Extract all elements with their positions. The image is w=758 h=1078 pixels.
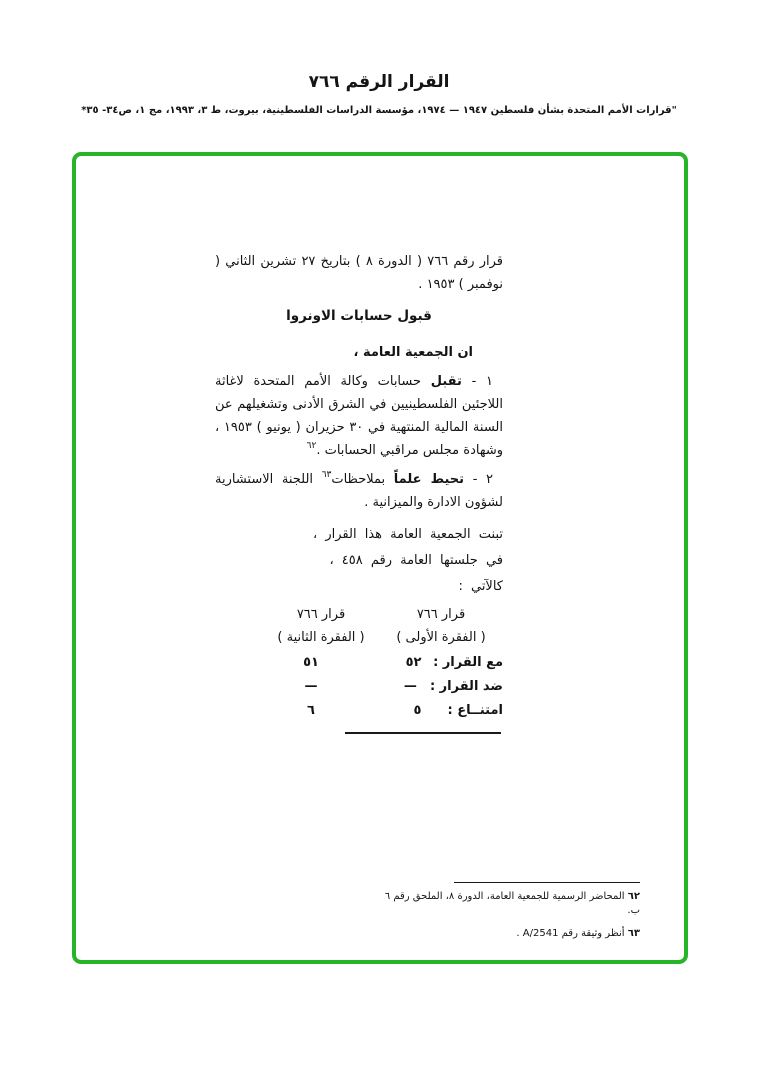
- vote-value-col1: —: [403, 679, 417, 694]
- footnotes-block: [380, 882, 640, 950]
- vote-row-label: ضد القرار :: [429, 679, 503, 694]
- vote-col2-subheader: ( الفقرة الثانية ): [277, 630, 365, 645]
- footnote-text: أنظر وثيقة رقم A/2541 .: [516, 928, 625, 939]
- vote-col1-header: قرار ٧٦٦: [416, 607, 466, 622]
- adoption-line-2: في جلستها العامة رقم ٤٥٨ ،: [329, 553, 503, 568]
- paragraph-text: بملاحظات: [331, 472, 386, 487]
- resolution-body: [215, 250, 503, 734]
- operative-paragraph-1: [215, 370, 503, 462]
- adoption-line-1: تبنت الجمعية العامة هذا القرار ،: [313, 527, 503, 542]
- footnote-ref-63: ٦٣: [321, 470, 332, 480]
- vote-value-col2: —: [304, 679, 318, 694]
- footnote-number: ٦٣: [627, 928, 640, 939]
- operative-verb: تقبل: [430, 374, 462, 389]
- footnote-ref-62: ٦٢: [306, 441, 317, 451]
- vote-row-label: امتنــاع :: [447, 703, 503, 718]
- vote-value-col2: ٦: [307, 703, 315, 718]
- page-title: القرار الرقم ٧٦٦: [308, 72, 450, 92]
- vote-table: [215, 603, 503, 720]
- paragraph-number: ١ -: [471, 374, 494, 389]
- resolution-heading: قرار رقم ٧٦٦ ( الدورة ٨ ) بتاريخ ٢٧ تشرين الثاني ( نوفمبر ) ١٩٥٣ .: [215, 254, 504, 292]
- paragraph-text: حسابات وكالة الأمم المتحدة لاغاثة اللاجئين الفلسطينيين في الشرق الأدنى وتشغيلهم عن السنة المالية المنتهية في ٣٠ حزيران ( يونيو ) ١٩٥٣ ، وشهادة مجلس مراقبي الحسابات .: [215, 374, 503, 458]
- vote-value-col1: ٥٢: [405, 655, 422, 670]
- preamble-line: ان الجمعية العامة ،: [353, 345, 473, 360]
- end-of-text-rule: [345, 732, 501, 734]
- vote-col2-header: قرار ٧٦٦: [296, 607, 346, 622]
- vote-row-against: [215, 677, 503, 696]
- page-header: [0, 72, 758, 116]
- vote-value-col2: ٥١: [303, 655, 319, 670]
- footnote-62: [380, 890, 640, 918]
- vote-row-abstain: [215, 701, 503, 720]
- footnote-text: المحاضر الرسمية للجمعية العامة، الدورة ٨، الملحق رقم ٦ ب.: [384, 891, 640, 916]
- vote-col1-subheader: ( الفقرة الأولى ): [396, 630, 486, 645]
- vote-row-label: مع القرار :: [433, 655, 503, 670]
- green-frame: [72, 152, 688, 964]
- paragraph-text: اللجنة الاستشارية لشؤون الادارة والميزانية .: [215, 472, 503, 510]
- vote-table-headers: [215, 603, 503, 653]
- footnote-separator: [454, 882, 640, 883]
- vote-value-col1: ٥: [413, 703, 422, 718]
- footnote-number: ٦٢: [627, 891, 640, 902]
- citation-line: "قرارات الأمم المتحدة بشأن فلسطين ١٩٤٧ — ١٩٧٤، مؤسسة الدراسات الفلسطينية، بيروت، ط ٣، ١٩٩٣، مج ١، ص٣٤- ٣٥*: [81, 105, 677, 116]
- paragraph-number: ٢ -: [472, 472, 493, 487]
- adoption-line-3: كالآتي :: [458, 579, 503, 594]
- footnote-63: [380, 927, 640, 941]
- operative-verb: تحيط علماً: [393, 472, 465, 487]
- operative-paragraph-2: [215, 468, 503, 514]
- vote-row-for: [215, 653, 503, 672]
- resolution-title: قبول حسابات الاونروا: [286, 308, 432, 324]
